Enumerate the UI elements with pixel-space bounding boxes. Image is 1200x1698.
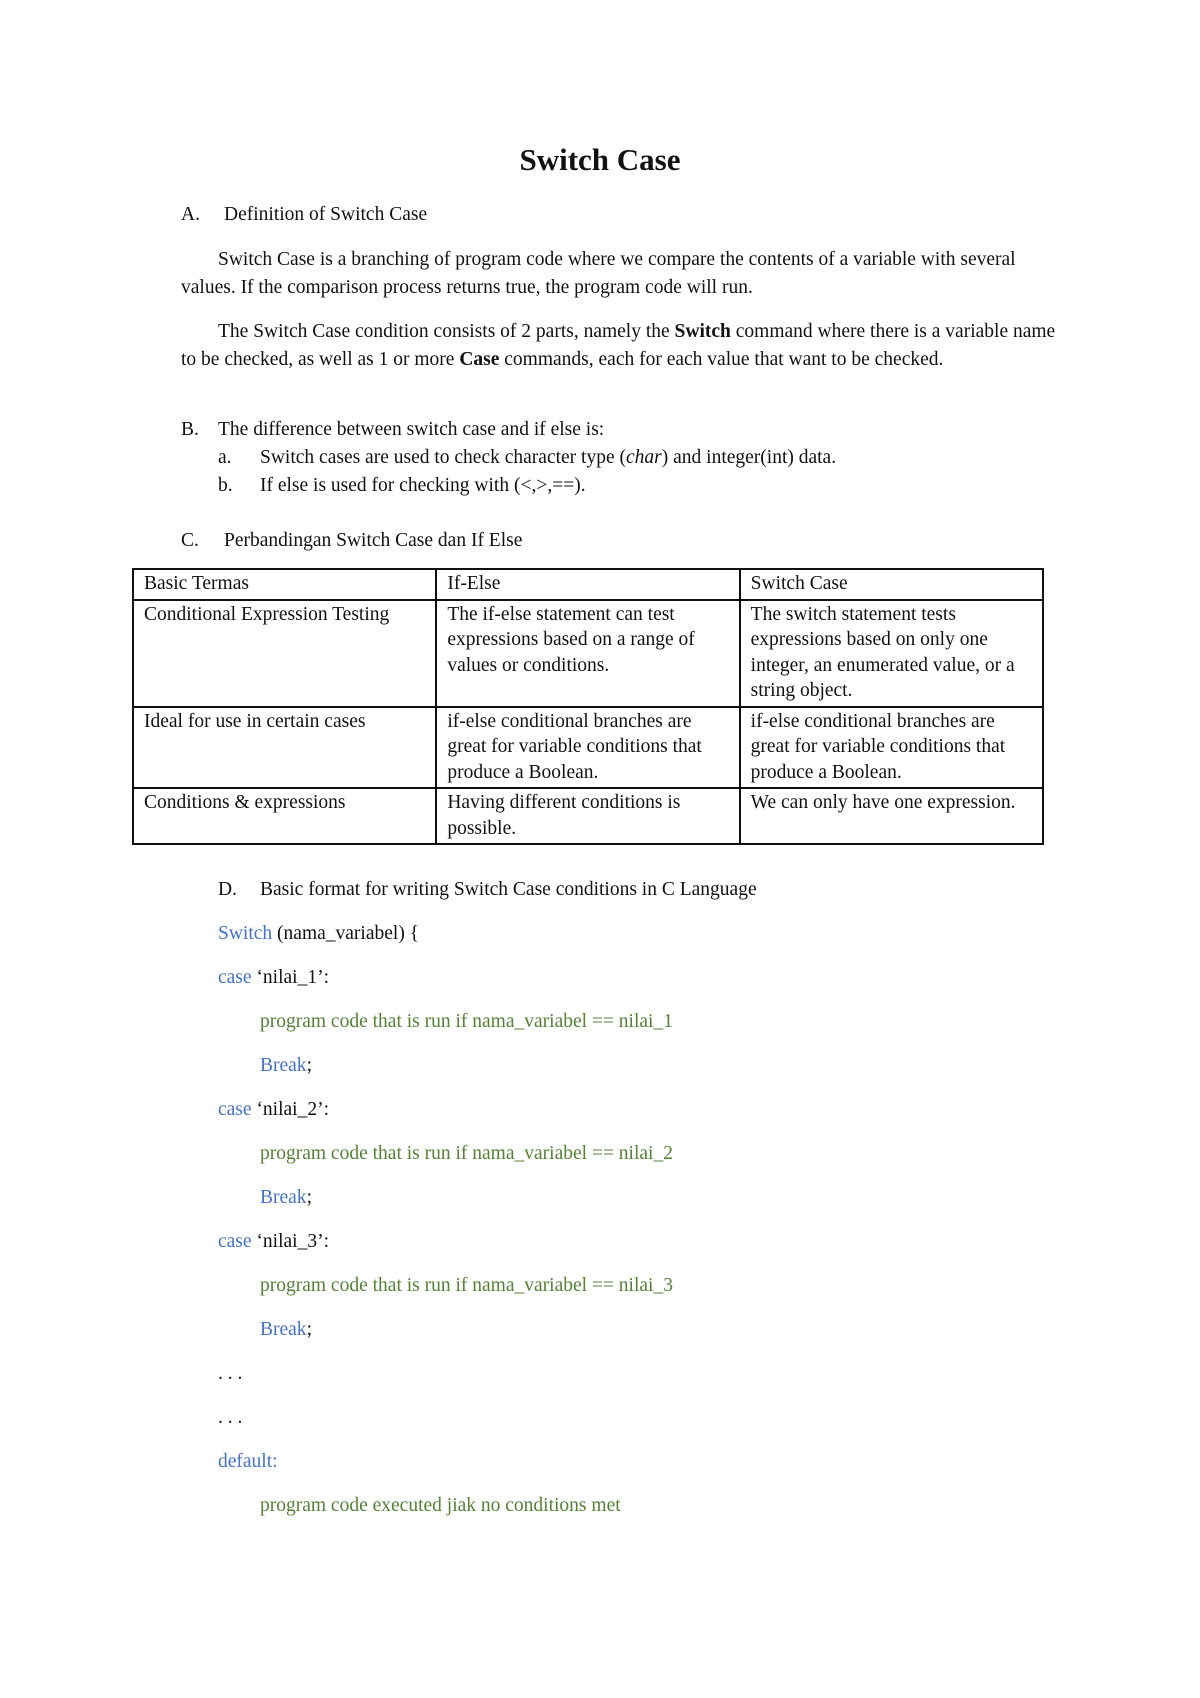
section-a-paragraph-2 [181,318,1061,373]
code-keyword-break: Break [260,1055,307,1076]
code-case-value: ‘nilai_2’: [251,1099,330,1120]
section-d-label: D. [218,879,237,900]
table-cell: if-else conditional branches are great for variable conditions that produce a Boolean. [740,707,1043,789]
table-header-cell: Basic Termas [133,569,436,600]
table-row [133,600,1043,707]
code-keyword-case: case [218,1231,252,1252]
section-d-heading: Basic format for writing Switch Case conditions in C Language [260,879,757,900]
section-a-heading: Definition of Switch Case [224,204,428,225]
section-c-label: C. [181,530,199,551]
code-case-2-line [218,1096,329,1123]
para2-bold-case: Case [459,348,500,370]
para2-text-2: command where there is a variable name to be checked, as well as 1 or more [181,321,1056,370]
code-break-2-line [260,1184,312,1211]
code-keyword-default: default [218,1451,273,1472]
table-cell: The if-else statement can test expressions based on a range of values or conditions. [436,600,739,707]
table-header-cell: Switch Case [740,569,1043,600]
table-cell: The switch statement tests expressions based on only one integer, an enumerated value, or a string object. [740,600,1043,707]
code-default-line [218,1448,278,1475]
code-case-3-body: program code that is run if nama_variabel == nilai_3 [260,1275,673,1296]
para2-bold-switch: Switch [674,321,731,342]
code-case-3-line [218,1228,329,1255]
list-item-a-italic: char [626,447,662,468]
list-item-b-label: b. [218,475,233,496]
code-case-1-line [218,964,329,991]
table-header-row [133,569,1043,600]
para2-text-1: The Switch Case condition consists of 2 parts, namely the [218,321,675,342]
section-a-paragraph-1-text: Switch Case is a branching of program code where we compare the contents of a variable with several values. If the comparison process returns true, the program code will run. [181,249,1016,298]
table-cell: Conditions & expressions [133,788,436,844]
section-a-label: A. [181,204,200,225]
para2-text-3: commands, each for each value that want to be checked. [499,348,944,370]
list-item-a-text-2: ) and integer(int) data. [661,447,837,468]
table-cell: Ideal for use in certain cases [133,707,436,789]
code-switch-rest: (nama_variabel) { [272,923,420,944]
code-keyword-switch: Switch [218,923,273,944]
code-semicolon: ; [306,1319,312,1340]
code-case-2-body: program code that is run if nama_variabel == nilai_2 [260,1143,673,1164]
table-cell: We can only have one expression. [740,788,1043,844]
page-title: Switch Case [519,142,681,177]
table-row [133,788,1043,844]
code-keyword-case: case [218,1099,252,1120]
code-colon: : [272,1451,278,1472]
section-b-heading: The difference between switch case and if else is: [218,419,605,440]
table-cell: Conditional Expression Testing [133,600,436,707]
list-item-a [260,444,836,471]
table-header-cell: If-Else [436,569,739,600]
code-case-value: ‘nilai_1’: [251,967,330,988]
list-item-b-text: If else is used for checking with (<,>,==). [260,475,586,496]
code-case-value: ‘nilai_3’: [251,1231,330,1252]
table-cell: Having different conditions is possible. [436,788,739,844]
comparison-table [132,568,1044,845]
code-keyword-break: Break [260,1319,307,1340]
code-default-body: program code executed jiak no conditions met [260,1495,621,1516]
code-case-1-body: program code that is run if nama_variabel == nilai_1 [260,1011,673,1032]
table-cell: if-else conditional branches are great for variable conditions that produce a Boolean. [436,707,739,789]
section-c-heading: Perbandingan Switch Case dan If Else [224,530,523,551]
code-break-3-line [260,1316,312,1343]
code-ellipsis: . . . [218,1363,243,1384]
code-semicolon: ; [306,1187,312,1208]
code-keyword-break: Break [260,1187,307,1208]
section-b-label: B. [181,419,199,440]
list-item-a-text-1: Switch cases are used to check character type ( [260,447,626,468]
code-break-1-line [260,1052,312,1079]
code-semicolon: ; [306,1055,312,1076]
table-row [133,707,1043,789]
code-ellipsis: . . . [218,1407,243,1428]
section-a-paragraph-1 [181,246,1061,301]
list-item-a-label: a. [218,447,232,468]
code-switch-line [218,920,419,947]
code-keyword-case: case [218,967,252,988]
